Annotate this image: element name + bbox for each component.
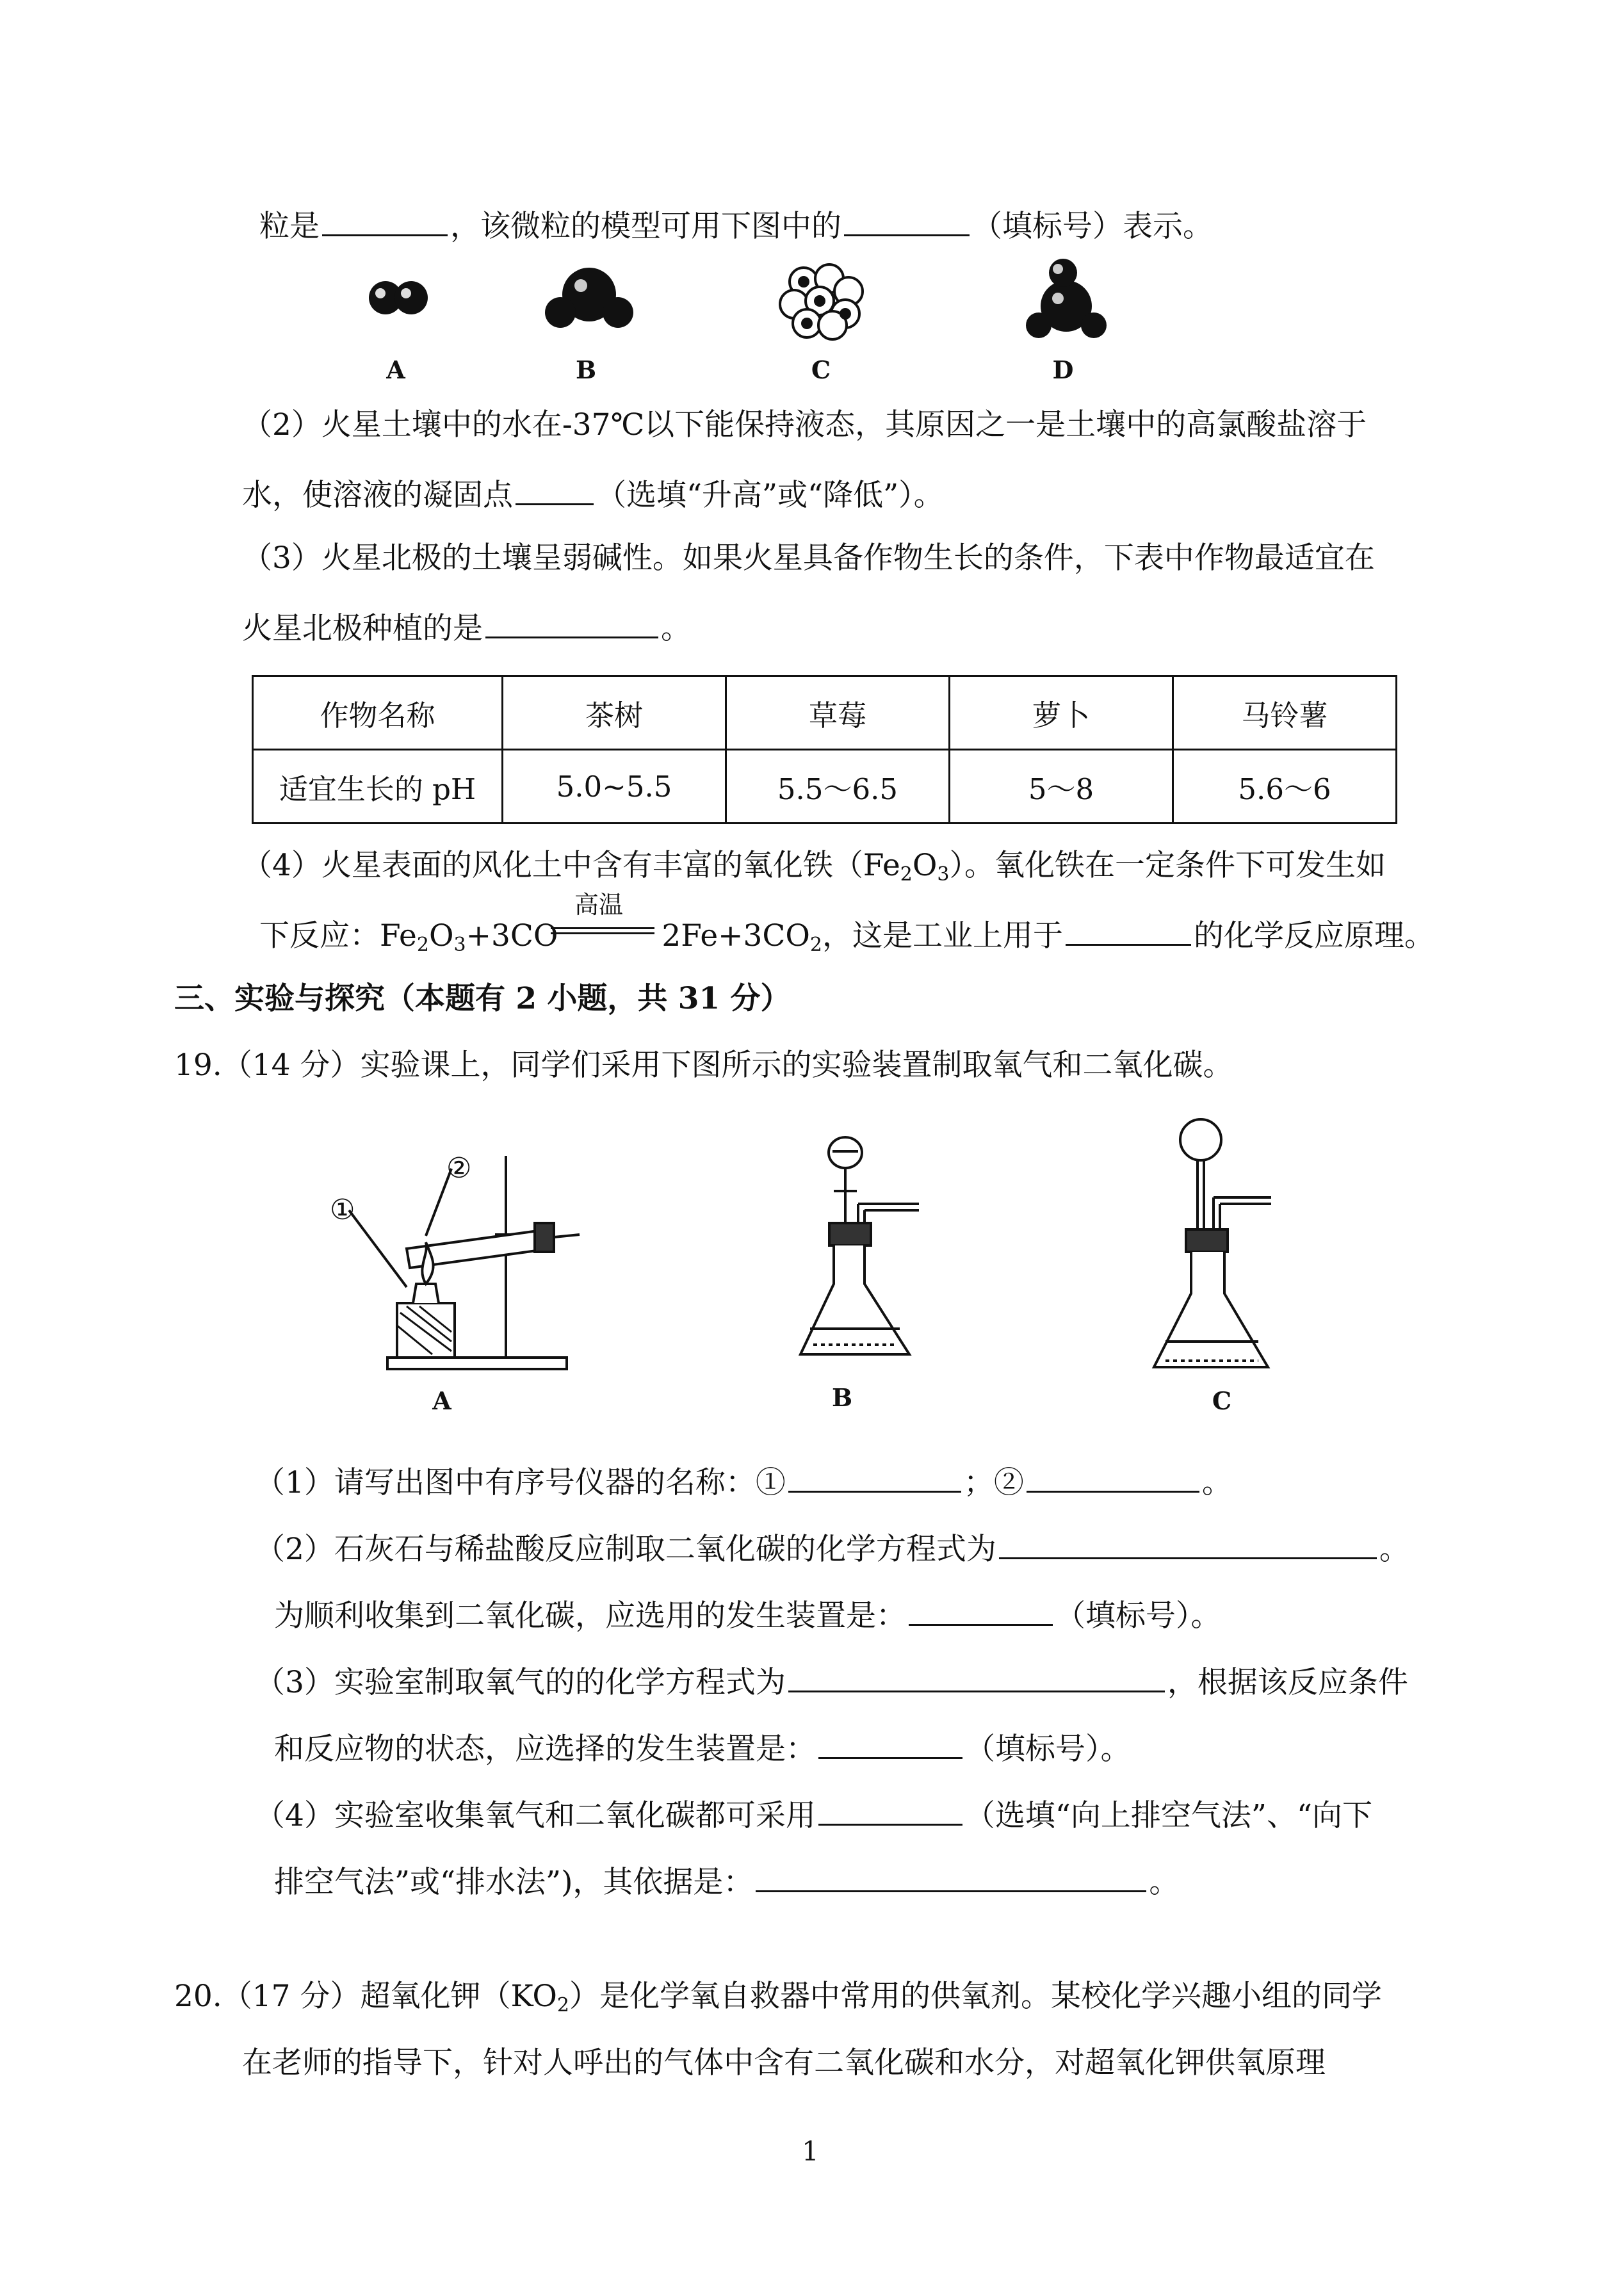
crop-ph-table [252, 675, 1397, 824]
molecule-model-d [1025, 256, 1108, 346]
table-header-cell: 作物名称 [253, 676, 503, 750]
q19-part2-line2: 为顺利收集到二氧化碳，应选用的发生装置是： （填标号）。 [274, 1593, 1221, 1635]
apparatus-c-flask-thistle [1146, 1114, 1306, 1383]
q18-part1-line: 粒是 ，该微粒的模型可用下图中的 （填标号）表示。 [259, 204, 1213, 246]
q19-part2-line1: （2）石灰石与稀盐酸反应制取二氧化碳的化学方程式为 。 [255, 1527, 1409, 1569]
q19-intro: 19.（14 分）实验课上，同学们采用下图所示的实验装置制取氧气和二氧化碳。 [174, 1048, 1233, 1083]
table-row [253, 750, 1397, 823]
answer-blank[interactable] [1027, 1460, 1199, 1493]
table-cell: 马铃薯 [1173, 676, 1397, 750]
molecule-model-c [775, 263, 871, 339]
model-label-a: A [386, 355, 405, 384]
apparatus-label-b: B [831, 1383, 853, 1412]
answer-blank[interactable] [818, 1793, 962, 1826]
model-label-d: D [1052, 355, 1074, 384]
answer-blank[interactable] [756, 1860, 1146, 1892]
table-header-cell: 适宜生长的 pH [253, 750, 503, 823]
table-cell: 萝卜 [950, 676, 1173, 750]
answer-blank[interactable] [788, 1660, 1165, 1692]
answer-blank[interactable] [322, 204, 448, 236]
table-cell: 5～8 [950, 750, 1173, 823]
q19-part3-line1: （3）实验室制取氧气的的化学方程式为 ，根据该反应条件 [255, 1660, 1408, 1702]
model-label-b: B [575, 355, 597, 384]
marker-2: ② [446, 1152, 472, 1185]
table-cell: 5.6～6 [1173, 750, 1397, 823]
q20-line2: 在老师的指导下，针对人呼出的气体中含有二氧化碳和水分，对超氧化钾供氧原理 [242, 2045, 1326, 2080]
page-number: 1 [802, 2136, 819, 2167]
table-cell: 5.5～6.5 [726, 750, 950, 823]
answer-blank[interactable] [909, 1593, 1053, 1626]
apparatus-b-flask-funnel [788, 1133, 954, 1383]
q18-part4-line2: 下反应：$Fe_2O_3+3CO$ $2Fe+3CO_2$，这是工业上用于 的化学反应原理。 [259, 913, 1434, 955]
q18-part2-line1: （2）火星土壤中的水在-37℃以下能保持液态，其原因之一是土壤中的高氯酸盐溶于 [242, 407, 1367, 442]
q18-part4-line1: （4）火星表面的风化土中含有丰富的氧化铁$(Fe_2O_3)$。氧化铁在一定条件下可发生如 [242, 848, 1386, 886]
q19-part3-line2: 和反应物的状态，应选择的发生装置是： （填标号）。 [274, 1726, 1131, 1769]
marker-1: ① [330, 1194, 355, 1226]
q18-part3-line2: 火星北极种植的是 。 [242, 606, 691, 648]
table-cell: 茶树 [503, 676, 726, 750]
reaction-condition: 高温 [574, 891, 624, 919]
apparatus-label-a: A [432, 1386, 451, 1415]
molecule-model-b [541, 263, 637, 333]
table-cell: 草莓 [726, 676, 950, 750]
q19-part1: （1）请写出图中有序号仪器的名称：① ；② 。 [255, 1460, 1232, 1502]
answer-blank[interactable] [788, 1460, 961, 1493]
table-cell: 5.0~5.5 [503, 750, 726, 823]
q18-part2-line2: 水，使溶液的凝固点 （选填“升高”或“降低”）。 [242, 473, 944, 515]
q19-part4-line1: （4）实验室收集氧气和二氧化碳都可采用 （选填“向上排空气法”、“向下 [255, 1793, 1372, 1835]
q20-line1: 20.（17 分）超氧化钾$(KO_2)$是化学氧自救器中常用的供氧剂。某校化学兴趣小组的同学 [174, 1979, 1382, 2016]
q19-part4-line2: 排空气法”或“排水法”)，其依据是： 。 [274, 1860, 1179, 1902]
molecule-model-a [365, 275, 435, 320]
model-label-c: C [811, 355, 831, 384]
apparatus-label-c: C [1212, 1386, 1232, 1415]
table-row [253, 676, 1397, 750]
answer-blank[interactable] [485, 606, 658, 638]
answer-blank[interactable] [516, 473, 594, 505]
answer-blank[interactable] [1066, 913, 1191, 946]
q18-part3-line1: （3）火星北极的土壤呈弱碱性。如果火星具备作物生长的条件，下表中作物最适宜在 [242, 540, 1375, 576]
section-title: 三、实验与探究（本题有 2 小题，共 31 分） [174, 981, 791, 1016]
answer-blank[interactable] [844, 204, 970, 236]
answer-blank[interactable] [818, 1726, 962, 1759]
answer-blank[interactable] [999, 1527, 1377, 1559]
